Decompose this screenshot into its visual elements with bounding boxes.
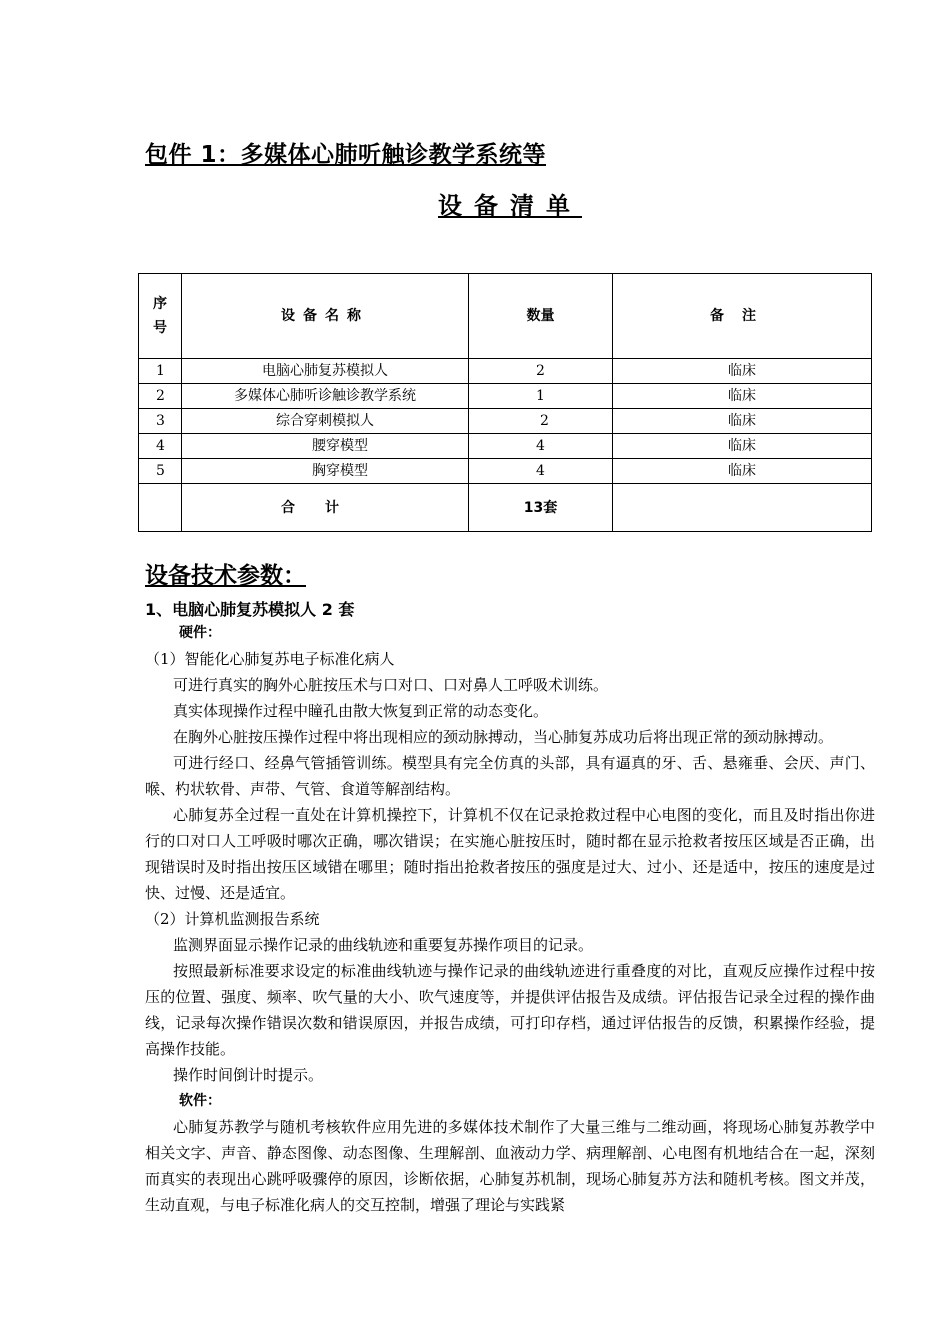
header-name: 设备名称 [182, 274, 469, 359]
paragraph: 心肺复苏教学与随机考核软件应用先进的多媒体技术制作了大量三维与二维动画，将现场心肺复苏教学中相关文字、声音、静态图像、动态图像、生理解剖、血液动力学、病理解剖、心电图有机地结合在一起，深刻而真实的表现出心跳呼吸骤停的原因，诊断依据，心肺复苏机制，现场心肺复苏方法和随机考核。图文并茂，生动直观，与电子标准化病人的交互控制，增强了理论与实践紧 [145, 1118, 875, 1214]
paragraph: 可进行经口、经鼻气管插管训练。模型具有完全仿真的头部，具有逼真的牙、舌、悬雍垂、会厌、声门、喉、杓状软骨、声带、气管、食道等解剖结构。 [145, 754, 875, 798]
table-header-row [139, 274, 872, 359]
equipment-table [138, 273, 872, 532]
row-note: 临床 [613, 359, 872, 384]
row-note: 临床 [613, 434, 872, 459]
paragraph: 监测界面显示操作记录的曲线轨迹和重要复苏操作项目的记录。 [173, 936, 594, 954]
row-name: 胸穿模型 [182, 459, 469, 484]
table-row [139, 384, 872, 409]
row-qty: 1 [469, 384, 613, 409]
table-row [139, 409, 872, 434]
row-name: 电脑心肺复苏模拟人 [182, 359, 469, 384]
row-qty: 4 [469, 459, 613, 484]
spec-heading: 设备技术参数： [145, 563, 306, 589]
paragraph: 在胸外心脏按压操作过程中将出现相应的颈动脉搏动，当心肺复苏成功后将出现正常的颈动脉搏动。 [173, 728, 834, 746]
row-name: 多媒体心肺听诊触诊教学系统 [182, 384, 469, 409]
table-row [139, 359, 872, 384]
row-note: 临床 [613, 384, 872, 409]
row-qty: 4 [469, 434, 613, 459]
row-index: 4 [139, 434, 182, 459]
spec-body [145, 620, 875, 1218]
table-row [139, 434, 872, 459]
row-name: 腰穿模型 [182, 434, 469, 459]
row-index: 5 [139, 459, 182, 484]
table-row [139, 459, 872, 484]
row-index: 1 [139, 359, 182, 384]
paragraph: 操作时间倒计时提示。 [173, 1066, 324, 1084]
section-1-title: 1、电脑心肺复苏模拟人 2 套 [145, 600, 355, 619]
total-note [613, 484, 872, 532]
software-label: 软件： [179, 1093, 221, 1109]
total-index [139, 484, 182, 532]
table-total-row [139, 484, 872, 532]
paragraph: 按照最新标准要求设定的标准曲线轨迹与操作记录的曲线轨迹进行重叠度的对比，直观反应操作过程中按压的位置、强度、频率、吹气量的大小、吹气速度等，并提供评估报告及成绩。评估报告记录全过程的操作曲线，记录每次操作错误次数和错误原因，并报告成绩，可打印存档，通过评估报告的反馈，积累操作经验，提高操作技能。 [145, 962, 875, 1058]
total-qty: 13套 [469, 484, 613, 532]
paragraph: 可进行真实的胸外心脏按压术与口对口、口对鼻人工呼吸术训练。 [173, 676, 609, 694]
package-title: 包件 1：多媒体心肺听触诊教学系统等 [145, 142, 547, 168]
equipment-list-title: 设备清单 [438, 192, 582, 220]
header-qty: 数量 [469, 274, 613, 359]
item-2-title: （2）计算机监测报告系统 [145, 910, 320, 928]
row-note: 临床 [613, 409, 872, 434]
paragraph: 心肺复苏全过程一直处在计算机操控下，计算机不仅在记录抢救过程中心电图的变化，而且及时指出你进行的口对口人工呼吸时哪次正确，哪次错误；在实施心脏按压时，随时都在显示抢救者按压区域是否正确，出现错误时及时指出按压区域错在哪里；随时指出抢救者按压的强度是过大、过小、还是适中，按压的速度是过快、过慢、还是适宜。 [145, 806, 875, 902]
header-note: 备注 [613, 274, 872, 359]
row-name: 综合穿刺模拟人 [182, 409, 469, 434]
row-index: 3 [139, 409, 182, 434]
row-qty: 2 [469, 409, 613, 434]
row-note: 临床 [613, 459, 872, 484]
row-index: 2 [139, 384, 182, 409]
row-qty: 2 [469, 359, 613, 384]
header-index: 序号 [139, 274, 182, 359]
item-1-title: （1）智能化心肺复苏电子标准化病人 [145, 650, 395, 668]
total-label: 合计 [182, 484, 469, 532]
hardware-label: 硬件： [179, 625, 221, 641]
paragraph: 真实体现操作过程中瞳孔由散大恢复到正常的动态变化。 [173, 702, 549, 720]
